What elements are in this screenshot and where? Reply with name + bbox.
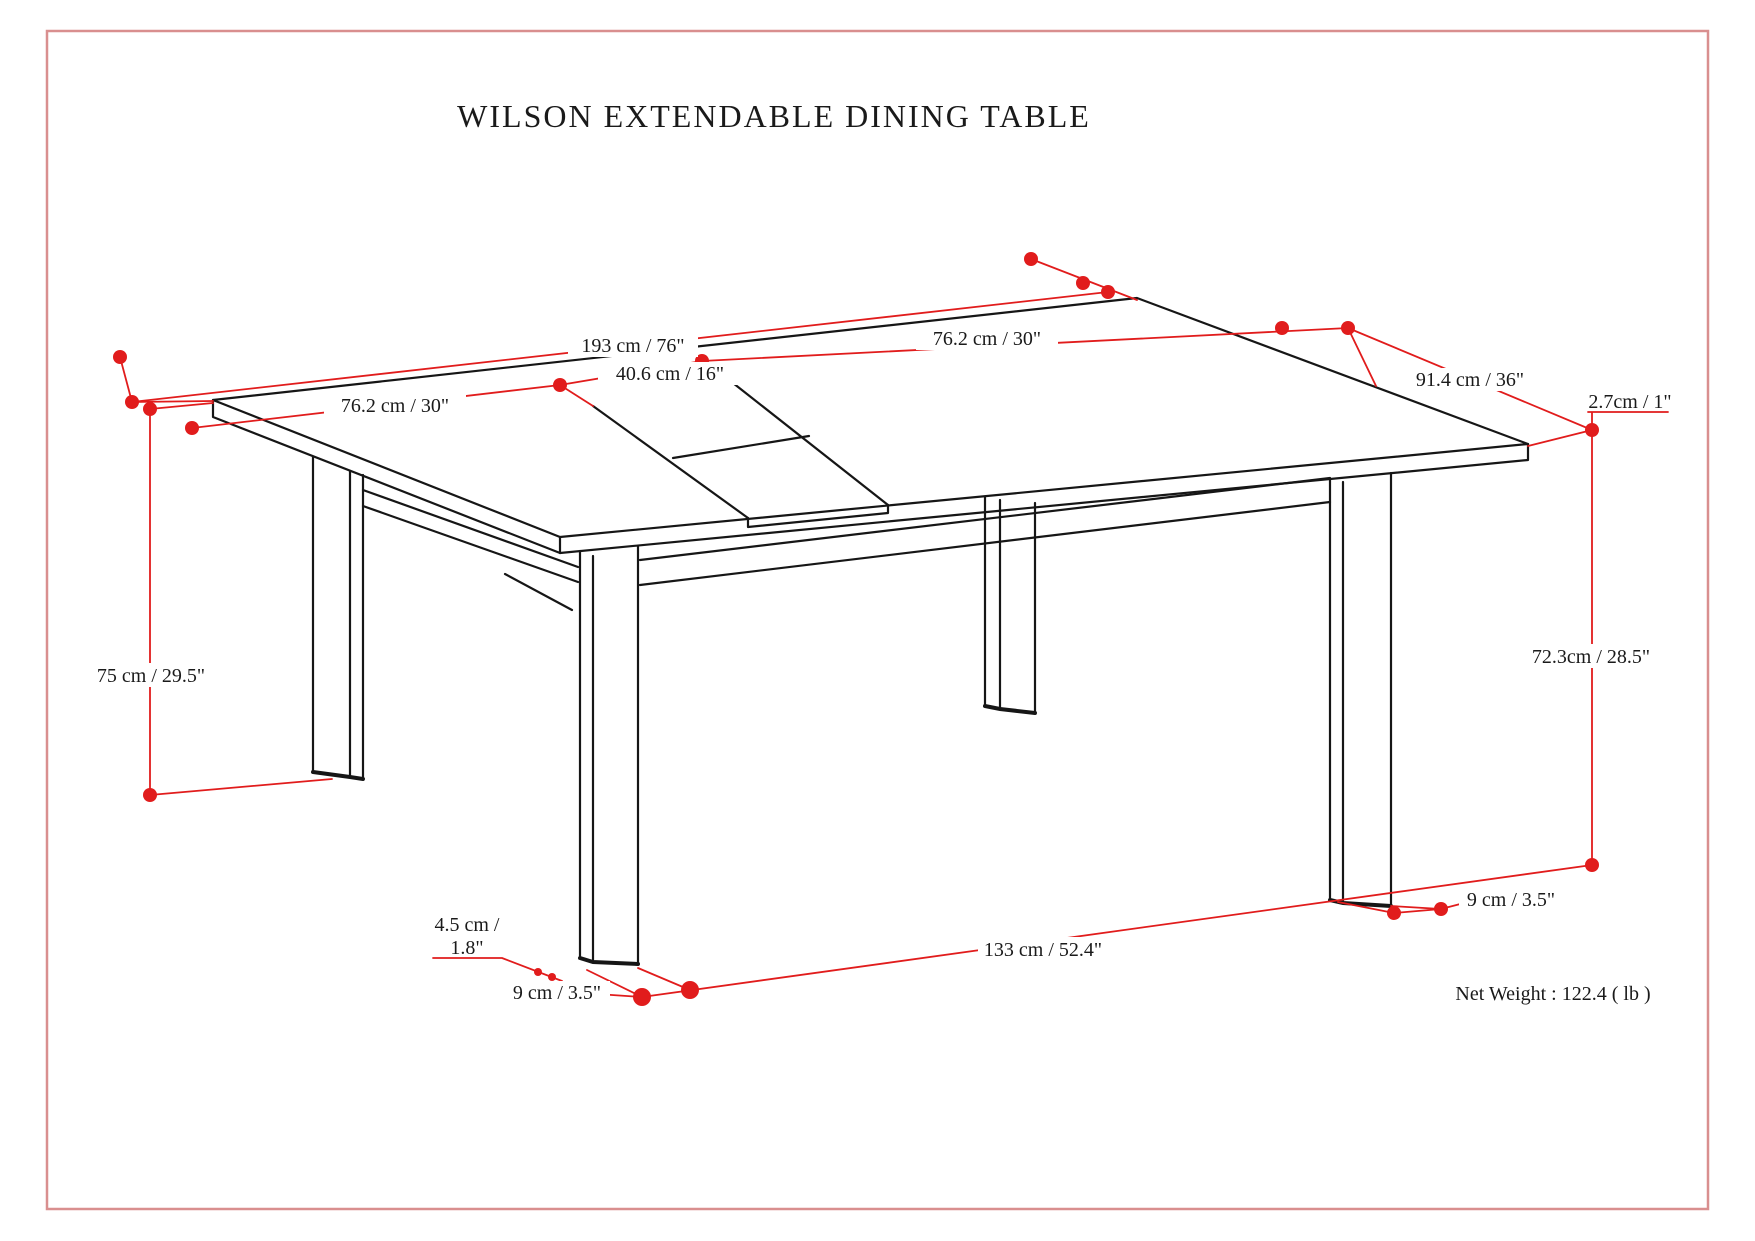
net-weight-note: Net Weight : 122.4 ( lb ) xyxy=(1455,983,1651,1005)
leg-front-right xyxy=(1330,473,1391,906)
leg-front-left xyxy=(580,546,638,964)
leg-back-right xyxy=(985,497,1035,713)
corner-brace xyxy=(505,574,572,610)
label-leaf-width: 40.6 cm / 16" xyxy=(615,363,725,385)
leaf-seam-left xyxy=(593,406,748,518)
label-section-left: 76.2 cm / 30" xyxy=(340,395,450,417)
label-leg-inset-line1: 4.5 cm / xyxy=(434,914,500,936)
label-height-under-top: 72.3cm / 28.5" xyxy=(1531,646,1651,668)
leg-front-left-foot xyxy=(580,958,638,964)
apron-left xyxy=(363,490,578,582)
label-leg-width-right: 9 cm / 3.5" xyxy=(1466,889,1556,911)
label-table-width: 91.4 cm / 36" xyxy=(1415,369,1525,391)
label-leg-inset-line2: 1.8" xyxy=(450,937,484,959)
leg-back-left-foot xyxy=(313,772,363,779)
label-height-left: 75 cm / 29.5" xyxy=(96,665,206,687)
dimension-point-markers xyxy=(113,252,1599,1006)
leaf-split-line xyxy=(673,436,809,458)
leader-left-floor xyxy=(150,779,332,795)
tabletop-left-edge-thickness xyxy=(213,400,560,553)
leader-right-corner xyxy=(1528,430,1592,446)
label-floor-span: 133 cm / 52.4" xyxy=(983,939,1103,961)
page-border xyxy=(47,31,1708,1209)
label-leg-width-left: 9 cm / 3.5" xyxy=(512,982,602,1004)
leader-leg-inset xyxy=(433,958,562,981)
label-total-length: 193 cm / 76" xyxy=(581,335,685,357)
page-title: WILSON EXTENDABLE DINING TABLE xyxy=(457,98,1091,134)
dimension-labels xyxy=(93,327,1672,1004)
leg-back-right-foot xyxy=(985,706,1035,713)
label-section-right: 76.2 cm / 30" xyxy=(932,328,1042,350)
dim-line-floor-span xyxy=(642,865,1592,997)
leg-back-left xyxy=(313,457,363,779)
dim-line-top-thickness xyxy=(1588,412,1668,430)
label-top-thickness: 2.7cm / 1" xyxy=(1588,391,1672,413)
